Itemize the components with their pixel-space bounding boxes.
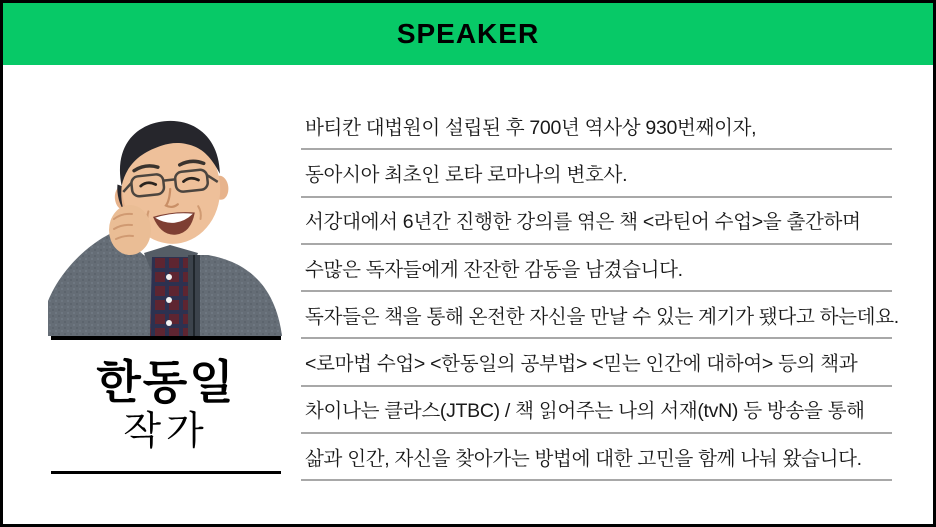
speaker-portrait-illustration — [48, 95, 290, 336]
bio-line: 동아시아 최초인 로타 로마나의 변호사. — [301, 150, 892, 197]
header-band — [3, 3, 933, 65]
bio-list — [301, 103, 899, 481]
speaker-photo — [48, 95, 290, 336]
bio-line: 차이나는 클라스(JTBC) / 책 읽어주는 나의 서재(tvN) 등 방송을 통해 — [301, 387, 892, 434]
page-title: SPEAKER — [396, 18, 540, 49]
speaker-role: 작가 — [123, 410, 209, 454]
bio-line: <로마법 수업> <한동일의 공부법> <믿는 인간에 대하여> 등의 책과 — [301, 339, 892, 386]
bio-line: 서강대에서 6년간 진행한 강의를 엮은 책 <라틴어 수업>을 출간하며 — [301, 198, 892, 245]
name-block — [51, 336, 281, 474]
bio-line: 독자들은 책을 통해 온전한 자신을 만날 수 있는 계기가 됐다고 하는데요. — [301, 292, 892, 339]
bio-line: 바티칸 대법원이 설립된 후 700년 역사상 930번째이자, — [301, 103, 892, 150]
speaker-name: 한동일 — [96, 355, 236, 408]
bio-line: 삶과 인간, 자신을 찾아가는 방법에 대한 고민을 함께 나눠 왔습니다. — [301, 434, 892, 481]
bio-line: 수많은 독자들에게 잔잔한 감동을 남겼습니다. — [301, 245, 892, 292]
